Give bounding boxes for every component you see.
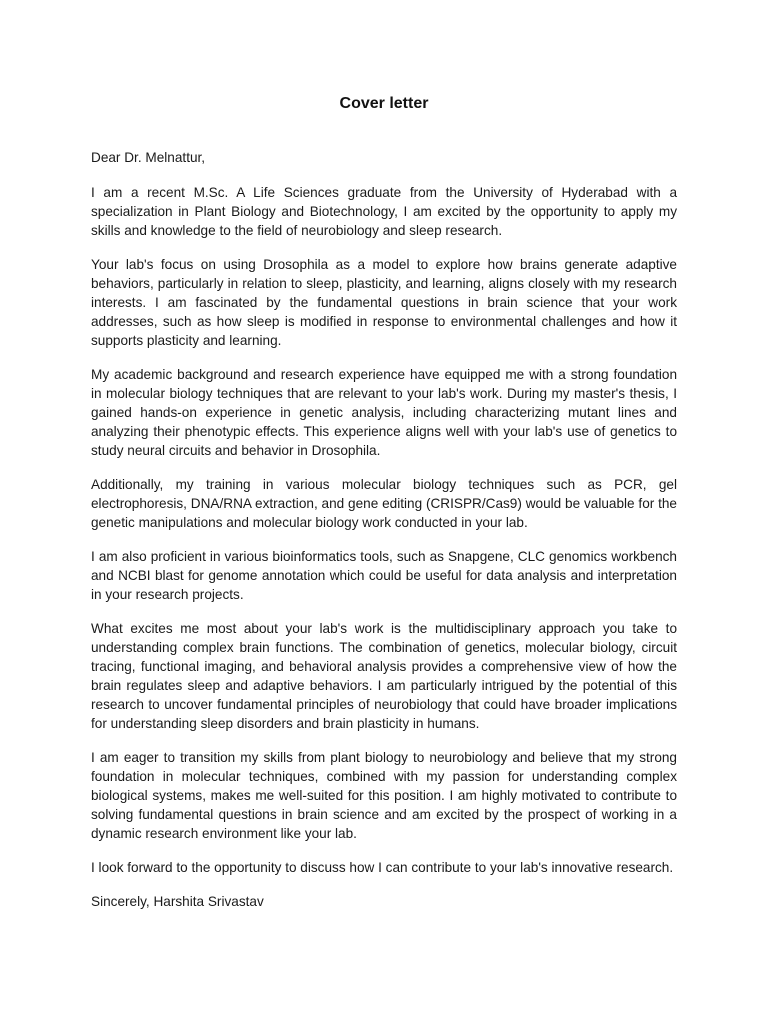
paragraph-techniques: Additionally, my training in various molecular biology techniques such as PCR, gel electrophoresis, DNA/RNA extraction, and gene editing (CRISPR/Cas9) would be valuable for the genetic manipulations and molecular biology work conducted in your lab. xyxy=(91,477,677,530)
paragraph-closing-remark: I look forward to the opportunity to discuss how I can contribute to your lab's innovative research. xyxy=(91,860,674,875)
paragraph-background: My academic background and research experience have equipped me with a strong foundation in molecular biology techniques that are relevant to your lab's work. During my master's thesis, I gained hands-on experience in genetic analysis, including characterizing mutant lines and analyzing their phenotypic effects. This experience aligns well with your lab's use of genetics to study neural circuits and behavior in Drosophila. xyxy=(91,367,677,458)
paragraph-bioinformatics: I am also proficient in various bioinformatics tools, such as Snapgene, CLC genomics workbench and NCBI blast for genome annotation which could be useful for data analysis and interpretation in your research projects. xyxy=(91,549,677,602)
paragraph-motivation: I am eager to transition my skills from plant biology to neurobiology and believe that my strong foundation in molecular techniques, combined with my passion for understanding complex biological systems, makes me well-suited for this position. I am highly motivated to contribute to solving fundamental questions in brain science and am excited by the prospect of working in a dynamic research environment like your lab. xyxy=(91,750,677,841)
paragraph-interests: What excites me most about your lab's work is the multidisciplinary approach you take to understanding complex brain functions. The combination of genetics, molecular biology, circuit tracing, functional imaging, and behavioral analysis provides a comprehensive view of how the brain regulates sleep and adaptive behaviors. I am particularly intrigued by the potential of this research to uncover fundamental principles of neurobiology that could have broader implications for understanding sleep disorders and brain plasticity in humans. xyxy=(91,621,677,731)
document-title: Cover letter xyxy=(339,95,429,112)
signature: Sincerely, Harshita Srivastav xyxy=(91,894,264,909)
salutation: Dear Dr. Melnattur, xyxy=(91,150,206,165)
paragraph-intro: I am a recent M.Sc. A Life Sciences graduate from the University of Hyderabad with a specialization in Plant Biology and Biotechnology, I am excited by the opportunity to apply my skills and knowledge to the field of neurobiology and sleep research. xyxy=(91,185,677,238)
paragraph-lab-focus: Your lab's focus on using Drosophila as a model to explore how brains generate adaptive behaviors, particularly in relation to sleep, plasticity, and learning, aligns closely with my research interests. I am fascinated by the fundamental questions in brain science that your work addresses, such as how sleep is modified in response to environmental challenges and how it supports plasticity and learning. xyxy=(91,257,677,348)
letter-body xyxy=(91,94,677,911)
